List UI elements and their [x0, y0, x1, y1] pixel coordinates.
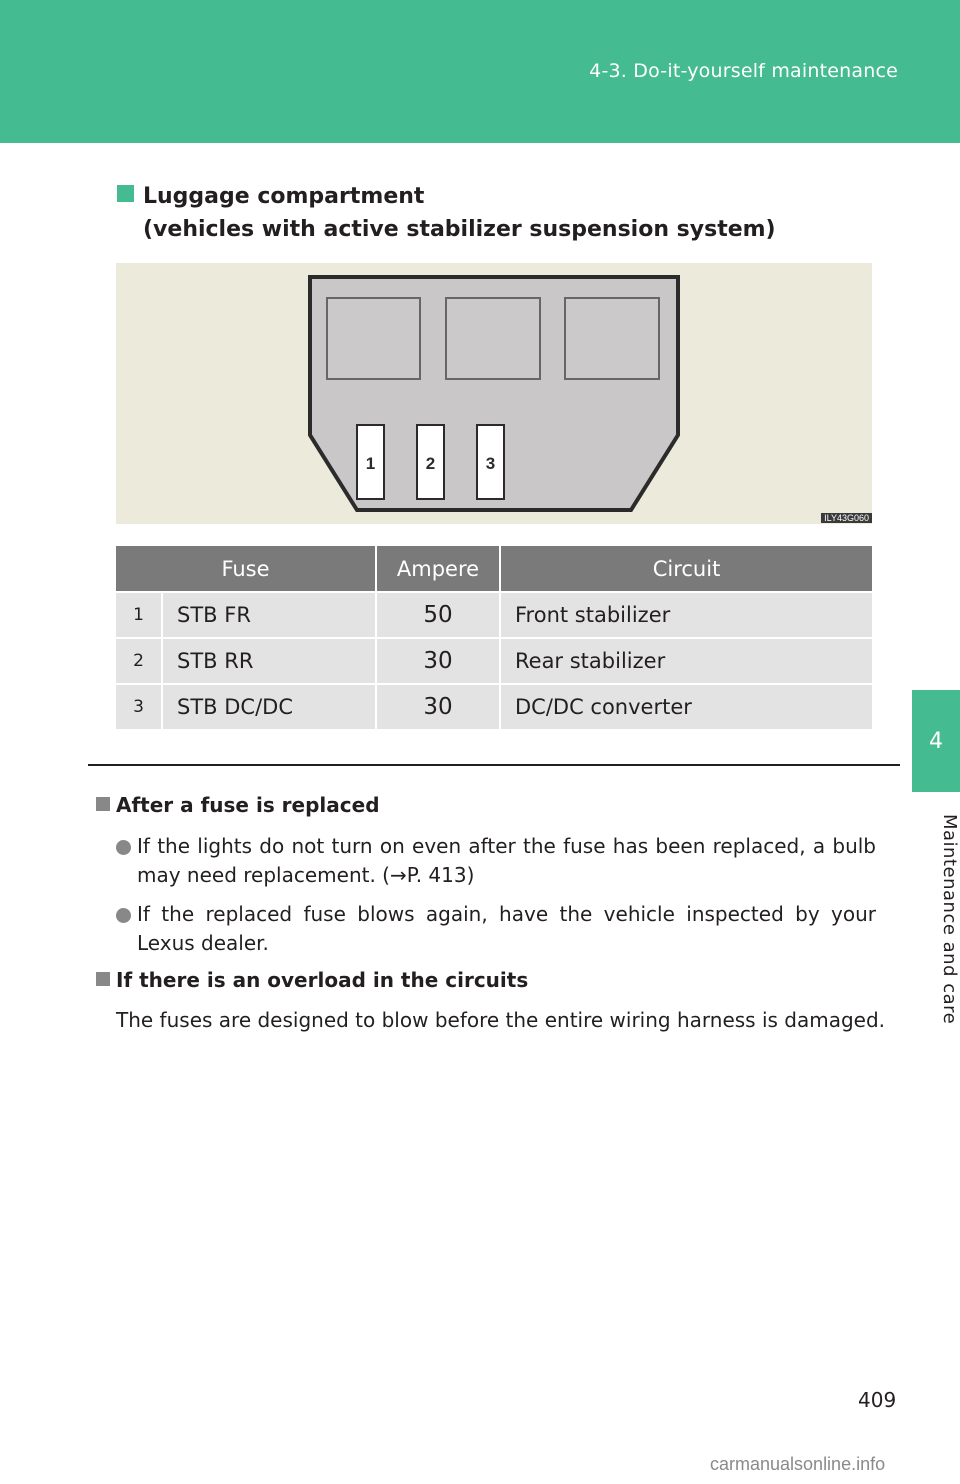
fuse-label-1: 1 — [365, 454, 376, 473]
row-number: 3 — [116, 684, 162, 730]
bullet-item — [116, 832, 876, 890]
watermark: carmanualsonline.info — [710, 1454, 886, 1474]
table-row — [116, 638, 872, 684]
square-bullet-icon — [117, 185, 134, 202]
chapter-tab-number[interactable]: 4 — [912, 690, 960, 792]
fuse-label-2: 2 — [425, 454, 436, 473]
fuse-name: STB FR — [162, 592, 376, 638]
ampere-value: 30 — [376, 638, 500, 684]
page-number: 409 — [858, 1388, 897, 1412]
bullet-dot-icon — [116, 840, 131, 855]
circuit-name: Rear stabilizer — [500, 638, 872, 684]
ampere-value: 50 — [376, 592, 500, 638]
relay-block-1 — [327, 298, 420, 379]
bullet-text: If the replaced fuse blows again, have the vehicle inspected by your Lexus dealer. — [137, 902, 876, 955]
table-row — [116, 592, 872, 638]
fuse-name: STB DC/DC — [162, 684, 376, 730]
bullet-dot-icon — [116, 908, 131, 923]
row-number: 2 — [116, 638, 162, 684]
header-ampere: Ampere — [376, 546, 500, 592]
bullet-item — [116, 900, 876, 958]
square-bullet-icon — [96, 972, 110, 986]
fuse-box-illustration — [116, 263, 872, 524]
section-divider — [88, 764, 900, 766]
note-heading-overload — [96, 968, 528, 992]
header-band — [0, 0, 960, 143]
section-heading — [117, 180, 776, 246]
relay-block-3 — [565, 298, 659, 379]
header-circuit: Circuit — [500, 546, 872, 592]
ampere-value: 30 — [376, 684, 500, 730]
section-title: 4-3. Do-it-yourself maintenance — [589, 60, 898, 82]
note-heading-text: After a fuse is replaced — [116, 793, 380, 817]
circuit-name: DC/DC converter — [500, 684, 872, 730]
illustration-code: ILY43G060 — [821, 513, 872, 523]
bullet-text: If the lights do not turn on even after the fuse has been replaced, a bulb may need replacement. (→P. 413) — [137, 834, 876, 887]
table-row — [116, 684, 872, 730]
fuse-name: STB RR — [162, 638, 376, 684]
fuse-box-diagram — [116, 263, 872, 524]
heading-line2: (vehicles with active stabilizer suspension system) — [143, 217, 776, 242]
row-number: 1 — [116, 592, 162, 638]
note-heading-after-replaced — [96, 793, 380, 817]
circuit-name: Front stabilizer — [500, 592, 872, 638]
chapter-tab-label: Maintenance and care — [912, 800, 960, 1030]
heading-line1: Luggage compartment — [143, 184, 425, 209]
square-bullet-icon — [96, 797, 110, 811]
overload-text: The fuses are designed to blow before the entire wiring harness is damaged. — [116, 1008, 886, 1032]
header-fuse: Fuse — [116, 546, 376, 592]
note-heading-text: If there is an overload in the circuits — [116, 968, 529, 992]
relay-block-2 — [446, 298, 540, 379]
table-header-row — [116, 546, 872, 592]
fuse-label-3: 3 — [485, 454, 496, 473]
fuse-table — [116, 546, 872, 731]
